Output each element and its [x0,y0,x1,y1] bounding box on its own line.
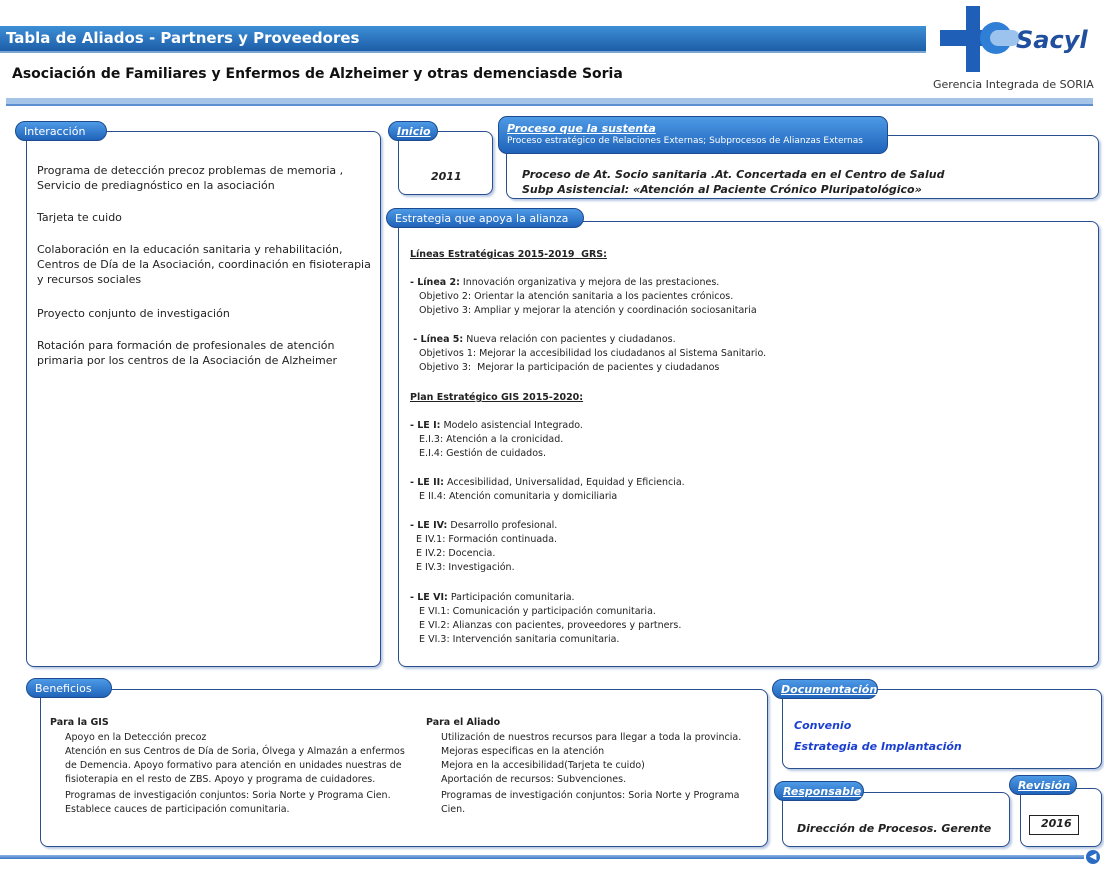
interaccion-item: Programa de detección precoz problemas de memoria , [37,164,344,177]
gis-item: de Demencia. Apoyo formativo para atención en unidades nuestras de [65,760,402,771]
linea5-text: Nueva relación con pacientes y ciudadanos. [463,334,676,345]
aliado-item: Utilización de nuestros recursos para llegar a toda la provincia. [441,732,742,743]
plan-title-text: Plan Estratégico GIS 2015-2020: [410,392,584,403]
linea5-obj3: Objetivo 3: Mejorar la participación de pacientes y ciudadanos [410,362,720,373]
interaccion-label: Interacción [24,125,86,138]
le2-head: - LE II: [410,477,444,488]
convenio-link[interactable]: Convenio [794,719,852,732]
responsable-value: Dirección de Procesos. Gerente [797,822,992,835]
le2-a: E II.4: Atención comunitaria y domiciliaria [410,491,618,502]
proceso-line2: Subp Asistencial: «Atención al Paciente Crónico Pluripatológico» [522,183,922,196]
linea5-head: - Línea 5: [410,334,464,345]
interaccion-item: primaria por los centros de la Asociación de Alzheimer [37,354,337,367]
aliado-title [426,716,500,729]
aliado-title-text: Para el Aliado [426,717,501,728]
back-arrow-icon: ◀ [1089,852,1097,862]
linea5-obj1: Objetivos 1: Mejorar la accesibilidad los ciudadanos al Sistema Sanitario. [410,348,767,359]
revision-tab [1009,775,1077,795]
le2-text: Accesibilidad, Universalidad, Equidad y Eficiencia. [443,477,685,488]
gis-item: Programas de investigación conjuntos: Soria Norte y Programa Cien. [65,790,391,801]
estrategia-label: Estrategia que apoya la alianza [395,212,569,225]
le1-a: E.I.3: Atención a la cronicidad. [410,434,564,445]
le4-b: E IV.2: Docencia. [410,548,496,559]
le4 [410,519,557,532]
footer-divider [0,855,1084,859]
interaccion-item: y recursos sociales [37,273,142,286]
linea2 [410,276,719,289]
interaccion-tab [15,121,107,141]
le1-head: - LE I: [410,420,441,431]
le1-b: E.I.4: Gestión de cuidados. [410,448,546,459]
proceso-line1: Proceso de At. Socio sanitaria .At. Concertada en el Centro de Salud [522,168,945,181]
proceso-tab [498,116,888,154]
le6-text: Participación comunitaria. [447,592,575,603]
le4-head: - LE IV: [410,520,448,531]
page-title: Tabla de Aliados - Partners y Proveedores [6,29,360,47]
page-subtitle: Asociación de Familiares y Enfermos de Alzheimer y otras demenciasde Soria [12,66,623,82]
inicio-value: 2011 [431,170,462,183]
gis-item: Establece cauces de participación comunitaria. [65,804,290,815]
header-divider-line [6,104,1093,106]
aliado-item: Mejoras especificas en la atención [441,746,605,757]
interaccion-item: Rotación para formación de profesionales de atención [37,339,335,352]
le1-text: Modelo asistencial Integrado. [440,420,583,431]
aliado-item: Programas de investigación conjuntos: Soria Norte y Programa [441,790,740,801]
inicio-label: Inicio [397,125,431,138]
responsable-label: Responsable [783,785,862,798]
interaccion-item: Proyecto conjunto de investigación [37,307,230,320]
aliado-item: Mejora en la accesibilidad(Tarjeta te cuido) [441,760,645,771]
le6-a: E VI.1: Comunicación y participación comunitaria. [410,606,656,617]
lineas-title-text: Líneas Estratégicas 2015-2019 GRS: [410,249,607,260]
lineas-title [410,248,607,261]
le4-c: E IV.3: Investigación. [410,562,515,573]
gis-item: Atención en sus Centros de Día de Soria, Ólvega y Almazán a enfermos [65,746,405,757]
revision-value: 2016 [1041,817,1072,830]
linea2-text: Innovación organizativa y mejora de las prestaciones. [459,277,720,288]
le4-text: Desarrollo profesional. [447,520,558,531]
le6 [410,591,575,604]
revision-label: Revisión [1018,779,1071,792]
le6-c: E VI.3: Intervención sanitaria comunitaria. [410,634,620,645]
interaccion-item: Centros de Día de la Asociación, coordinación en fisioterapia [37,258,371,271]
gis-item: fisioterapia en el resto de ZBS. Apoyo y programa de cuidadores. [65,774,376,785]
inicio-tab [388,121,438,141]
aliado-item: Aportación de recursos: Subvenciones. [441,774,627,785]
proceso-desc: Proceso estratégico de Relaciones Externas; Subprocesos de Alianzas Externas [507,136,863,146]
interaccion-item: Tarjeta te cuido [37,211,122,224]
logo-subtext: Gerencia Integrada de SORIA [933,78,1094,91]
le1 [410,419,583,432]
le2 [410,476,685,489]
documentacion-label: Documentación [781,683,878,696]
aliado-item: Cien. [441,804,466,815]
back-button[interactable] [1086,850,1100,864]
gis-title-text: Para la GIS [50,717,109,728]
linea5 [410,333,676,346]
gis-item: Apoyo en la Detección precoz [65,732,207,743]
interaccion-item: Colaboración en la educación sanitaria y rehabilitación, [37,243,343,256]
beneficios-tab [26,678,112,698]
estrategia-implantacion-link[interactable]: Estrategia de Implantación [794,740,962,753]
documentacion-tab [772,679,878,699]
interaccion-item: Servicio de prediagnóstico en la asociación [37,179,275,192]
linea2-obj2: Objetivo 2: Orientar la atención sanitaria a los pacientes crónicos. [410,291,734,302]
title-bar [0,26,926,53]
le4-a: E IV.1: Formación continuada. [410,534,558,545]
le6-b: E VI.2: Alianzas con pacientes, proveedores y partners. [410,620,682,631]
plan-title [410,391,583,404]
linea2-obj3: Objetivo 3: Ampliar y mejorar la atención y coordinación sociosanitaria [410,305,757,316]
estrategia-tab [386,208,584,228]
responsable-tab [774,781,864,801]
le6-head: - LE VI: [410,592,448,603]
logo-text: Sacyl [1016,26,1088,54]
beneficios-label: Beneficios [35,682,92,695]
gis-title [50,716,109,729]
linea2-head: - Línea 2: [410,277,460,288]
proceso-label: Proceso que la sustenta [507,122,656,135]
